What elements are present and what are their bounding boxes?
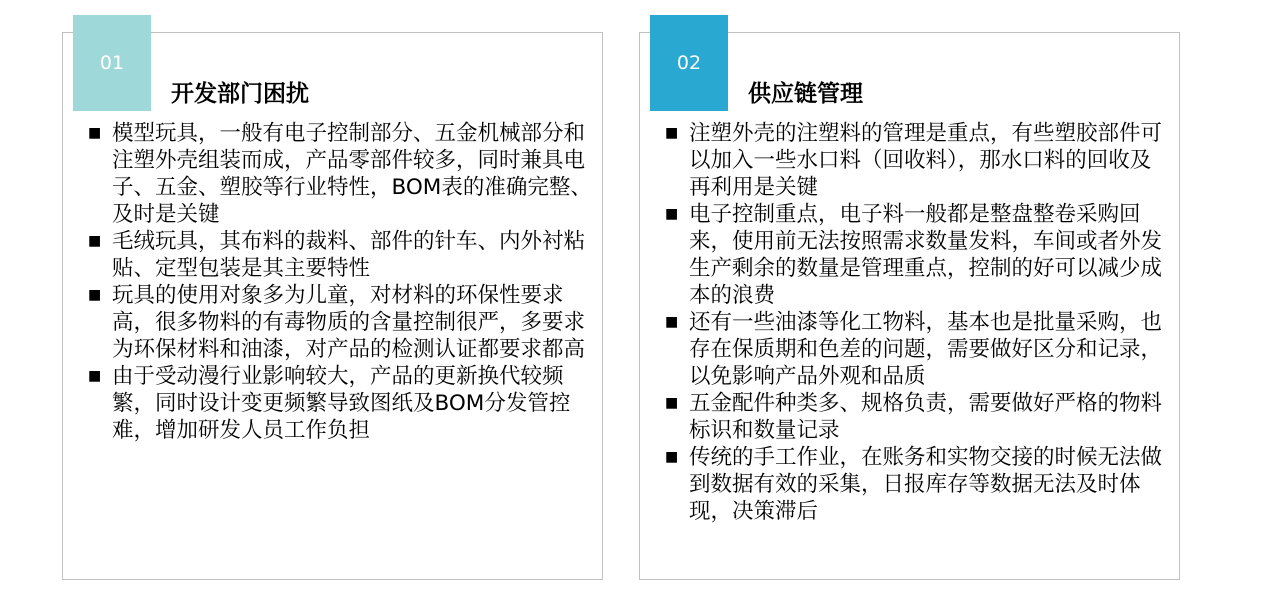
list-item bbox=[665, 390, 1171, 444]
bullet-text: 传统的手工作业，在账务和实物交接的时候无法做到数据有效的采集，日报库存等数据无法及时体现，决策滞后 bbox=[689, 445, 1163, 524]
list-item bbox=[665, 309, 1171, 390]
bullet-text: 玩具的使用对象多为儿童，对材料的环保性要求高，很多物料的有毒物质的含量控制很严，多要求为环保材料和油漆，对产品的检测认证都要求都高 bbox=[112, 283, 586, 362]
list-item bbox=[88, 120, 594, 228]
bullet-text: 还有一些油漆等化工物料，基本也是批量采购，也存在保质期和色差的问题，需要做好区分和记录，以免影响产品外观和品质 bbox=[689, 310, 1163, 389]
list-item bbox=[665, 444, 1171, 525]
bullet-square-icon: ■ bbox=[88, 233, 102, 249]
panel-development-troubles bbox=[62, 32, 603, 580]
list-item bbox=[88, 282, 594, 363]
panel-supply-chain bbox=[639, 32, 1180, 580]
bullet-text: 由于受动漫行业影响较大，产品的更新换代较频繁，同时设计变更频繁导致图纸及BOM分发管控难，增加研发人员工作负担 bbox=[112, 364, 571, 443]
panel-title-development: 开发部门困扰 bbox=[171, 81, 309, 107]
panel-number-badge-02: 02 bbox=[650, 15, 728, 111]
list-item bbox=[665, 201, 1171, 309]
bullet-text: 电子控制重点，电子料一般都是整盘整卷采购回来，使用前无法按照需求数量发料，车间或者外发生产剩余的数量是管理重点，控制的好可以减少成本的浪费 bbox=[689, 202, 1163, 308]
bullet-square-icon: ■ bbox=[88, 287, 102, 303]
bullet-list-supply-chain bbox=[665, 120, 1171, 525]
bullet-list-development bbox=[88, 120, 594, 444]
bullet-square-icon: ■ bbox=[88, 125, 102, 141]
list-item bbox=[88, 363, 594, 444]
bullet-square-icon: ■ bbox=[665, 206, 679, 222]
bullet-square-icon: ■ bbox=[665, 449, 679, 465]
panel-title-supply-chain: 供应链管理 bbox=[748, 81, 863, 107]
bullet-square-icon: ■ bbox=[88, 368, 102, 384]
bullet-square-icon: ■ bbox=[665, 395, 679, 411]
bullet-text: 注塑外壳的注塑料的管理是重点，有些塑胶部件可以加入一些水口料（回收料），那水口料的回收及再利用是关键 bbox=[689, 121, 1163, 200]
bullet-square-icon: ■ bbox=[665, 125, 679, 141]
bullet-text: 五金配件种类多、规格负责，需要做好严格的物料标识和数量记录 bbox=[689, 391, 1163, 443]
panel-number-badge-01: 01 bbox=[73, 15, 151, 111]
list-item bbox=[665, 120, 1171, 201]
bullet-square-icon: ■ bbox=[665, 314, 679, 330]
bullet-text: 模型玩具，一般有电子控制部分、五金机械部分和注塑外壳组装而成，产品零部件较多，同时兼具电子、五金、塑胶等行业特性，BOM表的准确完整、及时是关键 bbox=[112, 121, 592, 227]
list-item bbox=[88, 228, 594, 282]
bullet-text: 毛绒玩具，其布料的裁料、部件的针车、内外衬粘贴、定型包装是其主要特性 bbox=[112, 229, 586, 281]
